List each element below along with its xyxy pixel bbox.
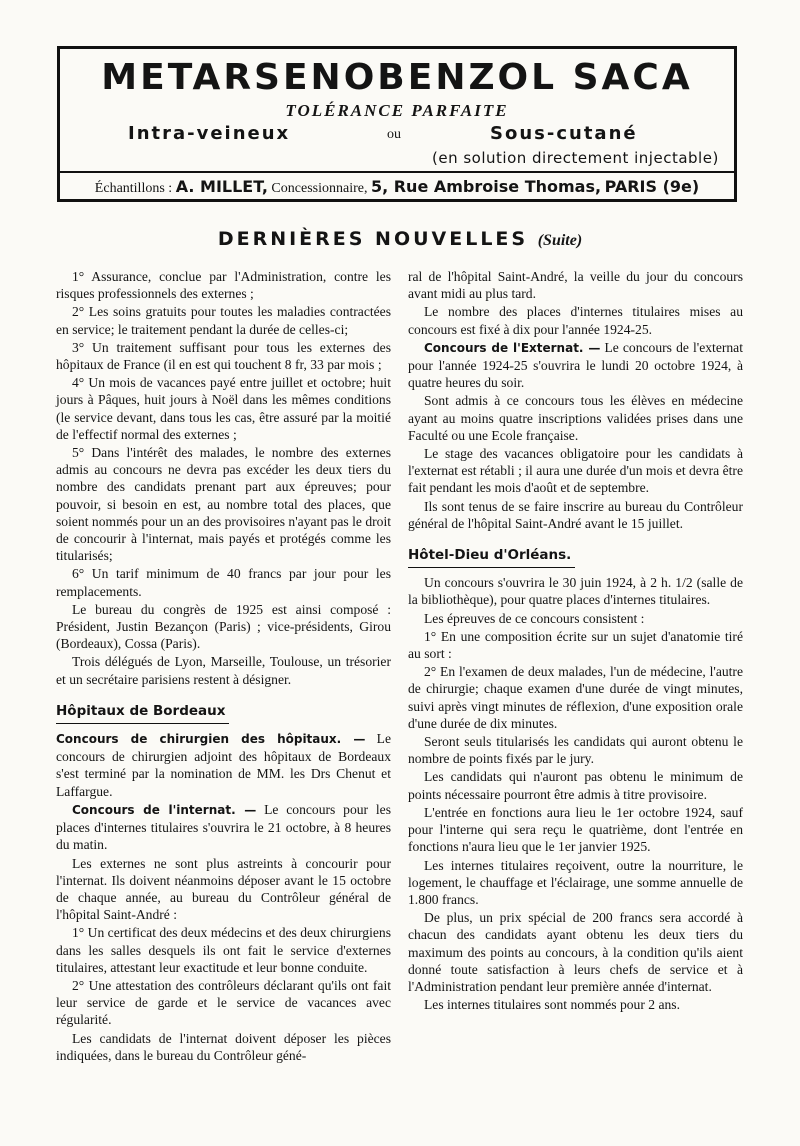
ad-solution: (en solution directement injectable) (432, 149, 719, 167)
section-heading-orleans: Hôtel-Dieu d'Orléans. (408, 547, 575, 568)
ad-divider (60, 171, 734, 173)
paragraph: 6° Un tarif minimum de 40 francs par jour pour les remplacements. (56, 566, 391, 599)
run-in-heading: Concours de chirurgien des hôpitaux. — (56, 732, 366, 747)
paragraph-text: Le concours de l'externat pour l'année 1924-25 s'ouvrira le lundi 20 octobre 1924, à quatre heures du soir. (408, 339, 743, 391)
ad-ou: ou (387, 127, 401, 142)
paragraph: De plus, un prix spécial de 200 francs sera accordé à chacun des candidats ayant obtenu les deux tiers du maximum des points au concours, à la condition qu'ils aient donné toute satisfaction à leurs chefs de service et à l'Administration pendant leur première année d'internat. (408, 910, 743, 994)
paragraph: ral de l'hôpital Saint-André, la veille du jour du concours avant midi au plus tard. (408, 269, 743, 302)
ad-address: 5, Rue Ambroise Thomas, (370, 177, 602, 196)
paragraph: 2° Une attestation des contrôleurs déclarant qu'ils ont fait leur service de garde et le service de vacances avec régularité. (56, 977, 391, 1028)
left-column (56, 268, 391, 1065)
paragraph: 4° Un mois de vacances payé entre juillet et octobre; huit jours à Pâques, huit jours à Noël dans les mêmes conditions (le service devant, dans tous les cas, être assuré par la moitié de l'effectif normal des externes ; (56, 375, 391, 442)
paragraph: Le nombre des places d'internes titulaires mises au concours est fixé à dix pour l'année 1924-25. (408, 304, 743, 337)
paragraph: Ils sont tenus de se faire inscrire au bureau du Contrôleur général de l'hôpital Saint-André avant le 15 juillet. (408, 498, 743, 531)
ad-millet: A. MILLET, (175, 177, 268, 196)
run-in-heading: Concours de l'Externat. — (424, 340, 601, 355)
right-column (408, 268, 743, 1014)
advertisement-box (57, 46, 737, 202)
paragraph: 1° Assurance, conclue par l'Administration, contre les risques professionnels des externes ; (56, 269, 391, 302)
paragraph: Les internes titulaires sont nommés pour 2 ans. (424, 997, 680, 1013)
ad-intra: Intra-veineux (128, 123, 291, 144)
paragraph: 1° Un certificat des deux médecins et des deux chirurgiens dans les salles desquels ils ont fait le service d'externes titulaires, attestant leur exactitude et leur bonne conduite. (56, 925, 391, 975)
paragraph: 5° Dans l'intérêt des malades, le nombre des externes admis au concours ne devra pas excéder les deux tiers du nombre des candidats prenant part aux épreuves; pour pouvoir, si besoin en est, au nombre total des places, que soient nommés pour un an des provisoires n'ayant pas le droit de concourir à l'internat, mais payés et protégés comme les titularisés; (56, 445, 391, 564)
paragraph (56, 730, 391, 800)
paragraph: Sont admis à ce concours tous les élèves en médecine ayant au moins quatre inscriptions validées prises dans une Faculté ou une Ecole française. (408, 393, 743, 443)
ad-echantillons: Échantillons : (94, 181, 173, 196)
ad-sous: Sous-cutané (490, 123, 638, 144)
paragraph: L'entrée en fonctions aura lieu le 1er octobre 1924, sauf pour l'interne qui sera reçu le quatrième, dont l'entrée en fonctions n'aura lieu que le 1er janvier 1925. (408, 804, 743, 855)
paragraph: Un concours s'ouvrira le 30 juin 1924, à 2 h. 1/2 (salle de la bibliothèque), pour quatre places d'internes titulaires. (408, 575, 743, 608)
section-heading-bordeaux: Hôpitaux de Bordeaux (56, 703, 229, 724)
headline-title: DERNIÈRES NOUVELLES (217, 228, 529, 250)
headline-suite: (Suite) (537, 232, 583, 249)
ad-route-row (60, 123, 734, 149)
paragraph: 3° Un traitement suffisant pour tous les externes des hôpitaux de France (il en est qui touchent 8 fr, 33 par mois ; (56, 339, 391, 373)
paragraph: 2° En l'examen de deux malades, l'un de médecine, l'autre de chirurgie; chaque examen d'une durée de vingt minutes, suivi après vingt minutes de réflexion, d'une exposition orale d'une durée de dix minutes. (408, 664, 743, 731)
ad-title: METARSENOBENZOL SACA (101, 57, 693, 98)
paragraph-text: Le concours de chirurgien adjoint des hôpitaux de Bordeaux s'est terminé par la nomination de MM. les Drs Chenut et Laffargue. (56, 731, 391, 799)
paragraph: Le stage des vacances obligatoire pour les candidats à l'externat est rétabli ; il aura une durée d'un mois et devra être fait pendant les mois d'août et de septembre. (408, 446, 743, 496)
paragraph: Seront seuls titularisés les candidats qui auront obtenu le nombre de points fixés par le jury. (408, 734, 743, 767)
paragraph: 1° En une composition écrite sur un sujet d'anatomie tiré au sort : (408, 628, 743, 662)
paragraph-text: Le concours pour les places d'internes titulaires s'ouvrira le 21 octobre, à 8 heures du matin. (56, 801, 391, 853)
ad-supplier-line (60, 177, 734, 197)
paragraph: Les internes titulaires reçoivent, outre la nourriture, le logement, le chauffage et l'éclairage, une somme annuelle de 1.800 francs. (408, 857, 743, 907)
paragraph: 2° Les soins gratuits pour toutes les maladies contractées en service; le traitement pendant la durée de celles-ci; (56, 304, 391, 337)
paragraph: Le bureau du congrès de 1925 est ainsi composé : Président, Justin Bezançon (Paris) ; vice-présidents, Girou (Bordeaux), Cossa (Paris). (56, 601, 391, 652)
paragraph: Les candidats qui n'auront pas obtenu le minimum de points nécessaire pourront être admis à titre provisoire. (408, 769, 743, 802)
paragraph: Trois délégués de Lyon, Marseille, Toulouse, un trésorier et un secrétaire parisiens restent à désigner. (56, 654, 391, 687)
ad-paris: PARIS (9e) (604, 177, 700, 196)
run-in-heading: Concours de l'internat. — (72, 802, 257, 817)
page-headline (0, 228, 800, 250)
paragraph (408, 339, 743, 392)
paragraph: Les épreuves de ce concours consistent : (424, 610, 645, 626)
paragraph: Les candidats de l'internat doivent déposer les pièces indiquées, dans le bureau du Contrôleur géné- (56, 1030, 391, 1063)
paragraph (56, 801, 391, 854)
ad-concessionnaire: Concessionnaire, (271, 181, 368, 196)
ad-subtitle: TOLÉRANCE PARFAITE (285, 101, 509, 120)
paragraph: Les externes ne sont plus astreints à concourir pour l'internat. Ils doivent néanmoins déposer avant le 15 octobre de chaque année, au bureau du Contrôleur général de l'hôpital Saint-André : (56, 855, 391, 923)
